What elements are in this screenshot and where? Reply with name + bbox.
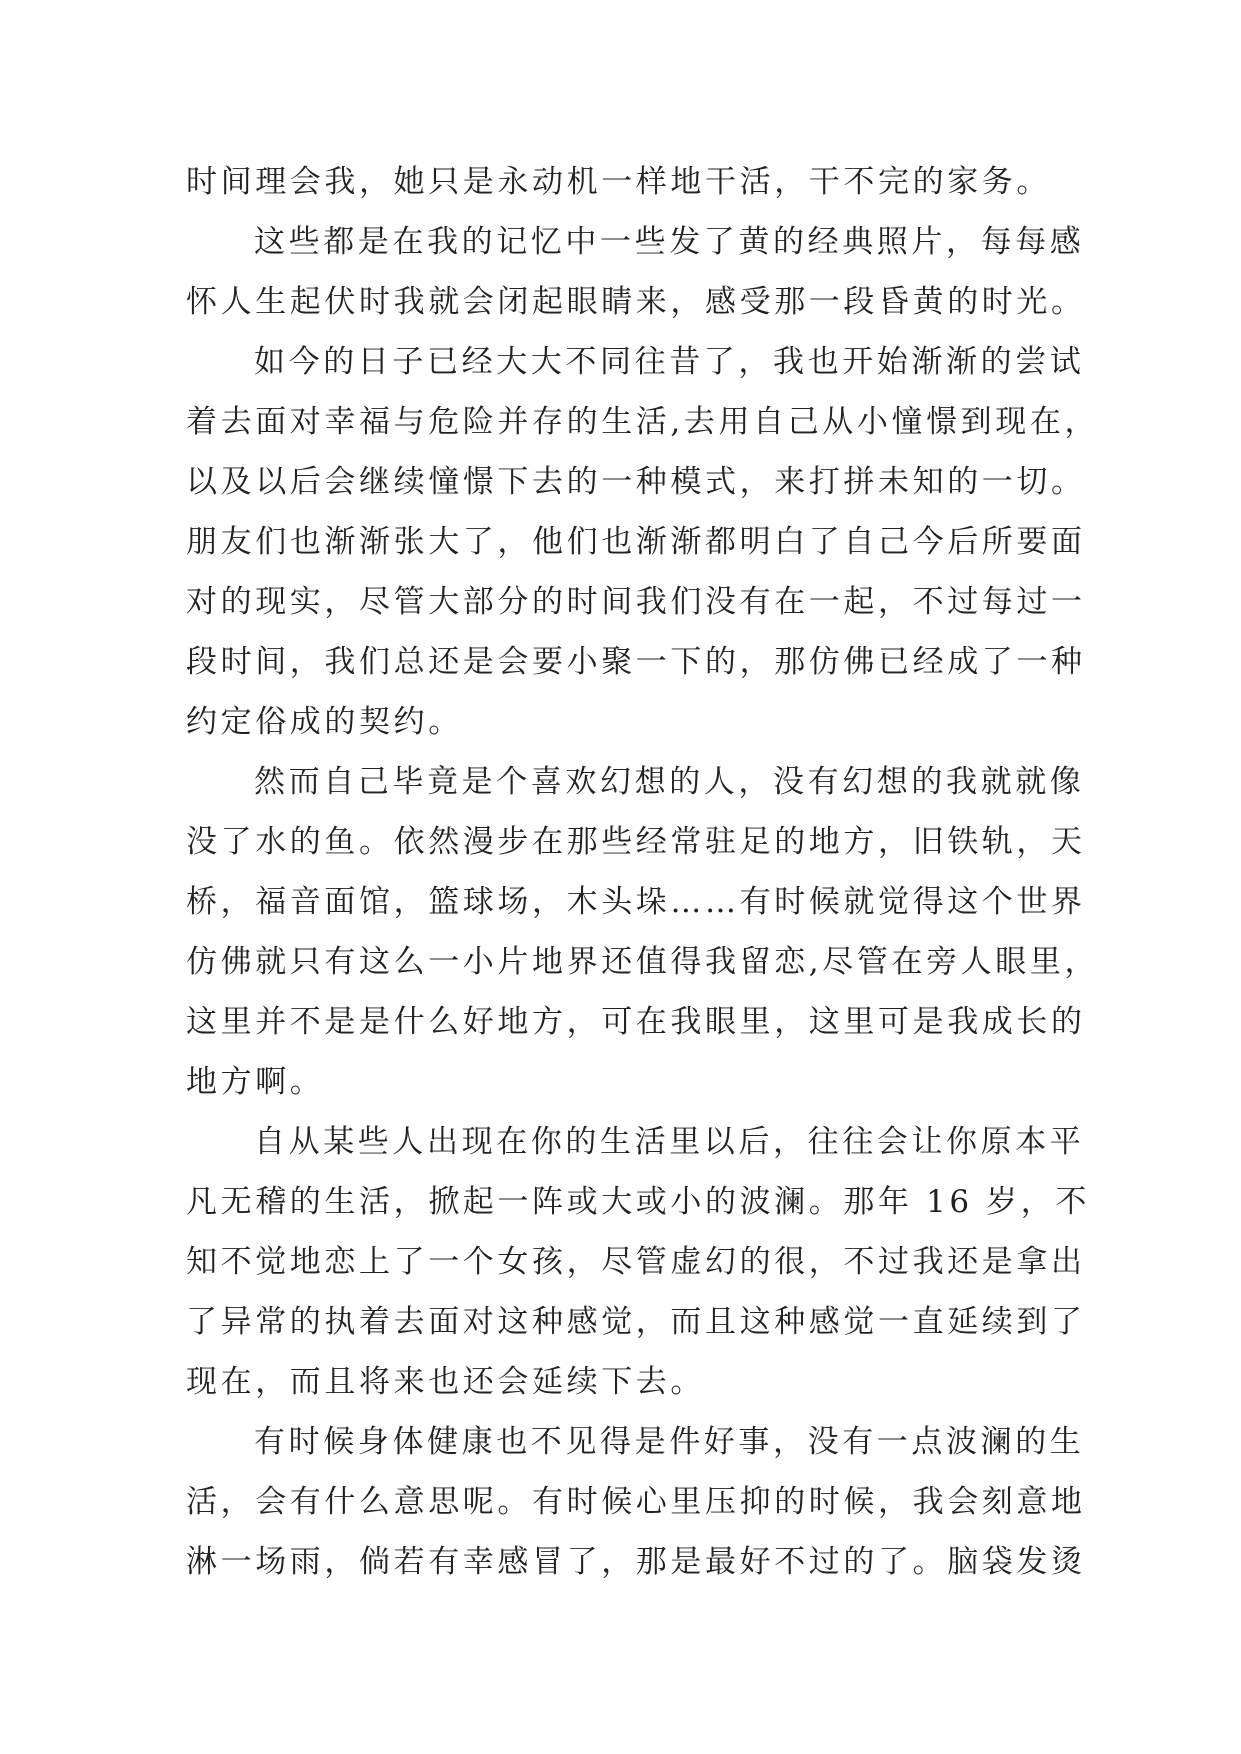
text-line: 地方啊。: [186, 1064, 325, 1100]
text-line-paragraph-start: 有时候身体健康也不见得是件好事，没有一点波澜的生: [254, 1424, 1085, 1460]
text-line: 知不觉地恋上了一个女孩，尽管虚幻的很，不过我还是拿出: [186, 1244, 1086, 1280]
text-line: 以及以后会继续憧憬下去的一种模式，来打拼未知的一切。: [186, 464, 1086, 500]
text-line: 桥，福音面馆，篮球场，木头垛……有时候就觉得这个世界: [186, 884, 1086, 920]
text-line-paragraph-start: 然而自己毕竟是个喜欢幻想的人，没有幻想的我就就像: [254, 764, 1085, 800]
text-line: 对的现实，尽管大部分的时间我们没有在一起，不过每过一: [186, 584, 1086, 620]
text-line: 活，会有什么意思呢。有时候心里压抑的时候，我会刻意地: [186, 1484, 1086, 1520]
text-line: 段时间，我们总还是会要小聚一下的，那仿佛已经成了一种: [186, 644, 1086, 680]
text-line: 约定俗成的契约。: [186, 704, 463, 740]
text-line: 着去面对幸福与危险并存的生活,去用自己从小憧憬到现在，: [186, 404, 1100, 440]
text-line: 怀人生起伏时我就会闭起眼睛来，感受那一段昏黄的时光。: [186, 284, 1086, 320]
text-line: 朋友们也渐渐张大了，他们也渐渐都明白了自己今后所要面: [186, 524, 1086, 560]
text-line: 时间理会我，她只是永动机一样地干活，干不完的家务。: [186, 164, 1051, 200]
text-line-paragraph-start: 这些都是在我的记忆中一些发了黄的经典照片，每每感: [254, 224, 1085, 260]
text-line: 凡无稽的生活，掀起一阵或大或小的波澜。那年 16 岁，不: [186, 1184, 1090, 1220]
body-text: [186, 152, 1100, 1592]
text-line-paragraph-start: 如今的日子已经大大不同往昔了，我也开始渐渐的尝试: [254, 344, 1085, 380]
text-line: 仿佛就只有这么一小片地界还值得我留恋,尽管在旁人眼里，: [186, 944, 1100, 980]
text-line: 淋一场雨，倘若有幸感冒了，那是最好不过的了。脑袋发烫: [186, 1544, 1086, 1580]
text-line: 这里并不是是什么好地方，可在我眼里，这里可是我成长的: [186, 1004, 1086, 1040]
text-line: 没了水的鱼。依然漫步在那些经常驻足的地方，旧铁轨，天: [186, 824, 1086, 860]
text-line-paragraph-start: 自从某些人出现在你的生活里以后，往往会让你原本平: [254, 1124, 1085, 1160]
text-line: 了异常的执着去面对这种感觉，而且这种感觉一直延续到了: [186, 1304, 1086, 1340]
text-line: 现在，而且将来也还会延续下去。: [186, 1364, 705, 1400]
